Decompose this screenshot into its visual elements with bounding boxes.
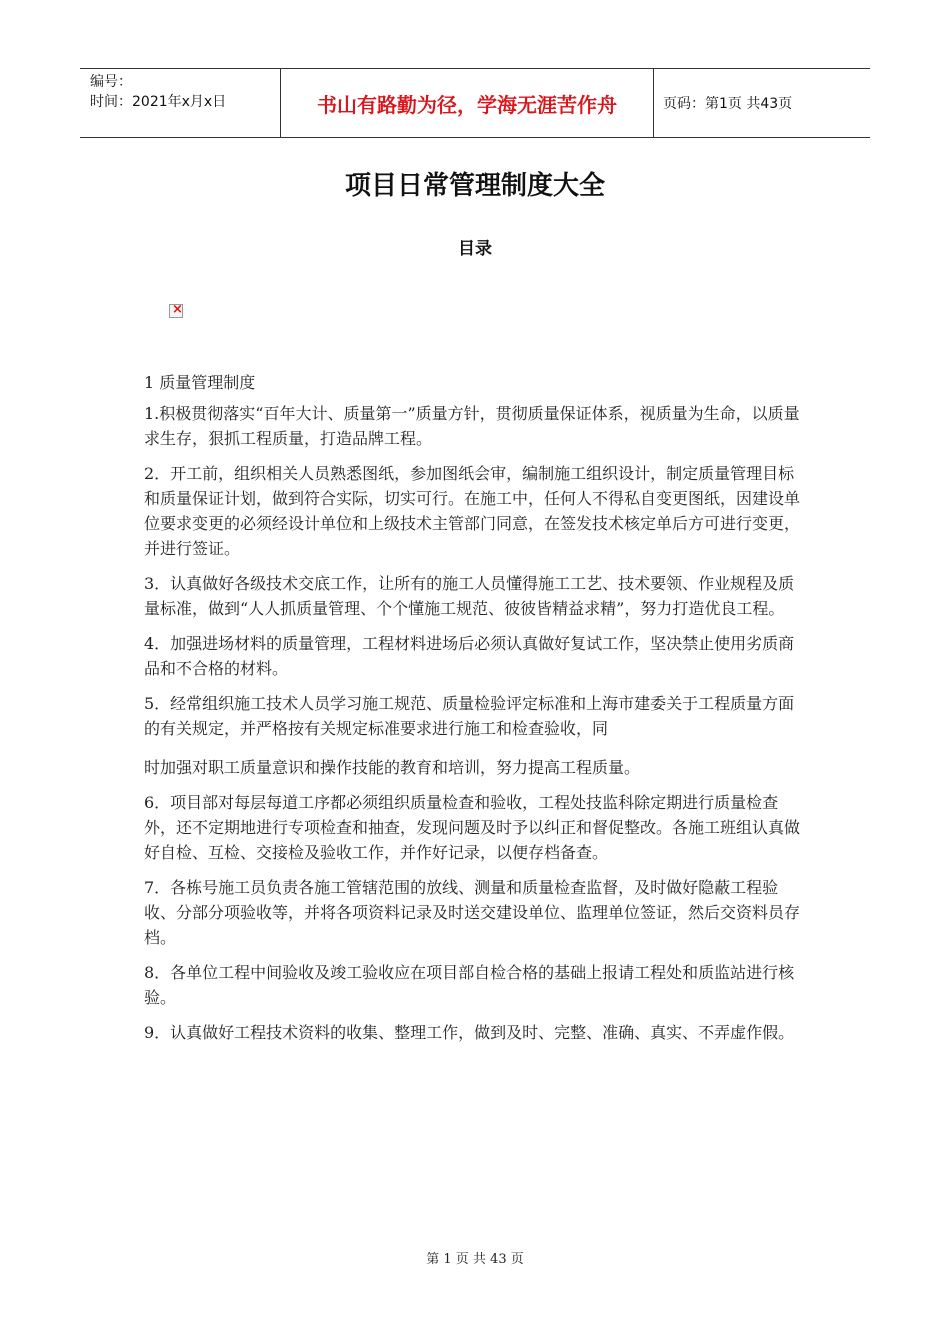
paragraph: 1.积极贯彻落实“百年大计、质量第一”质量方针，贯彻质量保证体系，视质量为生命，以质量求生存，狠抓工程质量，打造品牌工程。 <box>144 404 800 448</box>
paragraph-continuation: 时加强对职工质量意识和操作技能的教育和培训，努力提高工程质量。 <box>144 758 641 777</box>
document-body <box>144 370 809 1055</box>
time-label: 时间：2021年x月x日 <box>90 94 227 110</box>
header-motto: 书山有路勤为径，学海无涯苦作舟 <box>281 69 654 137</box>
paragraph: 8．各单位工程中间验收及竣工验收应在项目部自检合格的基础上报请工程处和质监站进行核验。 <box>144 963 795 1007</box>
section-heading: 1 质量管理制度 <box>144 373 256 392</box>
paragraph: 3．认真做好各级技术交底工作，让所有的施工人员懂得施工工艺、技术要领、作业规程及质量标准，做到“人人抓质量管理、个个懂施工规范、彼彼皆精益求精”，努力打造优良工程。 <box>144 574 795 618</box>
paragraph: 2．开工前，组织相关人员熟悉图纸，参加图纸会审，编制施工组织设计，制定质量管理目标和质量保证计划，做到符合实际，切实可行。在施工中，任何人不得私自变更图纸，因建设单位要求变更的必须经设计单位和上级技术主管部门同意，在签发技术核定单后方可进行变更，并进行签证。 <box>144 464 801 558</box>
paragraph: 4．加强进场材料的质量管理，工程材料进场后必须认真做好复试工作，坚决禁止使用劣质商品和不合格的材料。 <box>144 634 795 678</box>
header-meta <box>80 69 281 137</box>
header-page-info: 页码：第1页 共43页 <box>663 96 793 112</box>
paragraph: 5．经常组织施工技术人员学习施工规范、质量检验评定标准和上海市建委关于工程质量方面的有关规定，并严格按有关规定标准要求进行施工和检查验收，同 <box>144 694 795 738</box>
paragraph: 6．项目部对每层每道工序都必须组织质量检查和验收，工程处技监科除定期进行质量检查外，还不定期地进行专项检查和抽查，发现问题及时予以纠正和督促整改。各施工班组认真做好自检、互检、交接检及验收工作，并作好记录，以便存档备查。 <box>144 793 801 862</box>
page-footer: 第 1 页 共 43 页 <box>426 1252 524 1267</box>
paragraph: 9．认真做好工程技术资料的收集、整理工作，做到及时、完整、准确、真实、不弄虚作假。 <box>144 1023 795 1042</box>
document-header <box>80 68 870 138</box>
document-title: 项目日常管理制度大全 <box>344 171 605 201</box>
number-label: 编号： <box>90 74 132 90</box>
paragraph: 7．各栋号施工员负责各施工管辖范围的放线、测量和质量检查监督，及时做好隐蔽工程验收、分部分项验收等，并将各项资料记录及时送交建设单位、监理单位签证，然后交资料员存档。 <box>144 878 801 947</box>
toc-heading: 目录 <box>458 239 492 259</box>
broken-image-icon <box>169 304 183 318</box>
